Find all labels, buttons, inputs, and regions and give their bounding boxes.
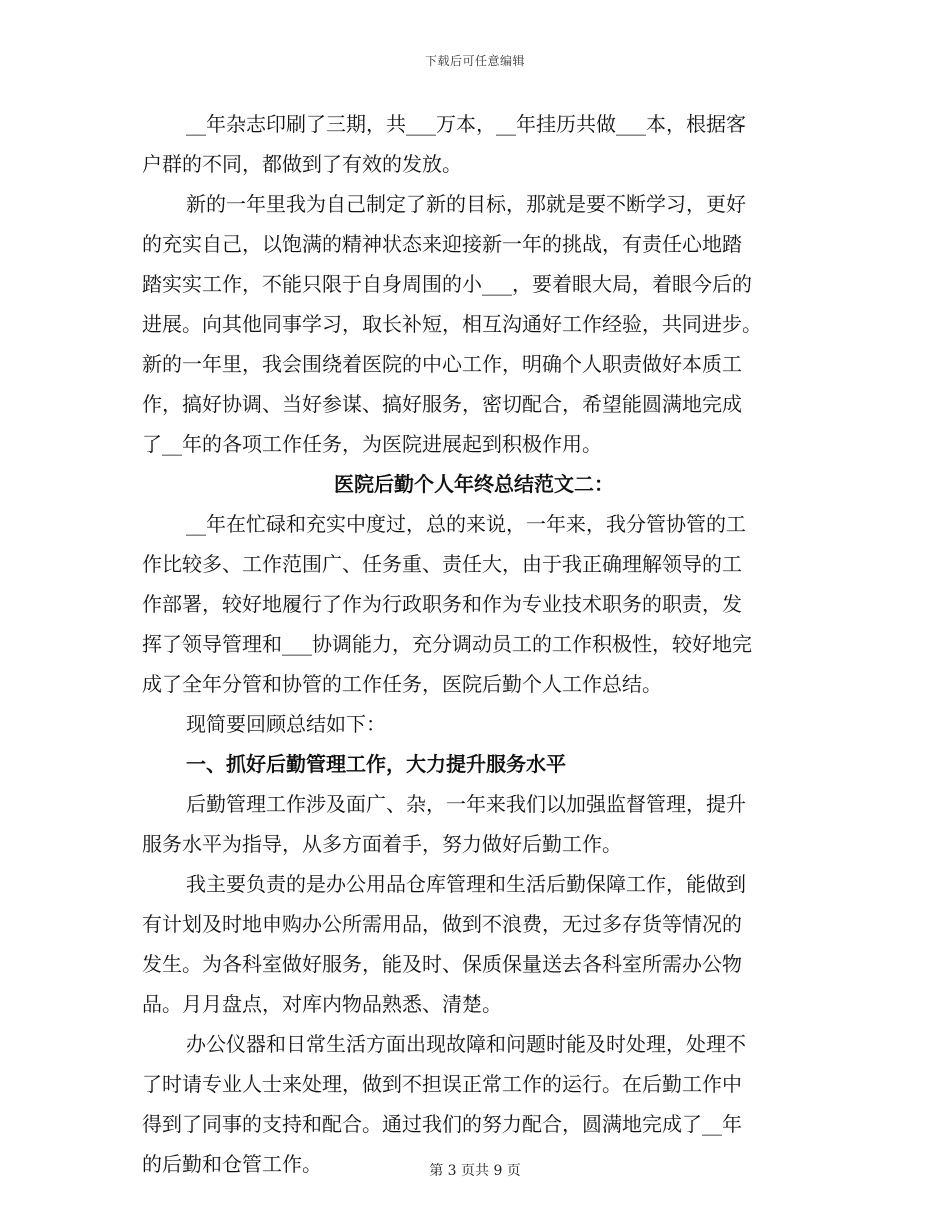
body-line: 新的一年里，我会围绕着医院的中心工作，明确个人职责做好本质工 bbox=[142, 352, 742, 376]
page-footer: 第 3 页共 9 页 bbox=[429, 1163, 521, 1179]
body-line: 作部署，较好地履行了作为行政职务和作为专业技术职务的职责，发 bbox=[142, 592, 742, 616]
body-line: 服务水平为指导，从多方面着手，努力做好后勤工作。 bbox=[142, 832, 622, 856]
body-line: 新的一年里我为自己制定了新的目标，那就是要不断学习，更好 bbox=[186, 192, 746, 216]
subsection-heading: 一、抓好后勤管理工作，大力提升服务水平 bbox=[186, 752, 566, 776]
document-body bbox=[142, 104, 806, 1184]
body-line: 品。月月盘点，对库内物品熟悉、清楚。 bbox=[142, 992, 502, 1016]
body-line: 踏实实工作，不能只限于自身周围的小___，要着眼大局，着眼今后的 bbox=[142, 272, 752, 296]
body-line: 户群的不同，都做到了有效的发放。 bbox=[142, 152, 462, 176]
body-line: 办公仪器和日常生活方面出现故障和问题时能及时处理，处理不 bbox=[186, 1032, 746, 1056]
body-line: 我主要负责的是办公用品仓库管理和生活后勤保障工作，能做到 bbox=[186, 872, 746, 896]
body-line: __年杂志印刷了三期，共___万本，__年挂历共做___本，根据客 bbox=[186, 112, 746, 136]
body-line: 了__年的各项工作任务，为医院进展起到积极作用。 bbox=[142, 432, 602, 456]
body-line: 作比较多、工作范围广、任务重、责任大，由于我正确理解领导的工 bbox=[142, 552, 742, 576]
page-header: 下载后可任意编辑 bbox=[424, 54, 525, 68]
body-line: 成了全年分管和协管的工作任务，医院后勤个人工作总结。 bbox=[142, 672, 662, 696]
body-line: 的充实自己，以饱满的精神状态来迎接新一年的挑战，有责任心地踏 bbox=[142, 232, 742, 256]
body-line: 得到了同事的支持和配合。通过我们的努力配合，圆满地完成了__年 bbox=[142, 1112, 742, 1136]
section-title: 医院后勤个人年终总结范文二： bbox=[334, 472, 614, 496]
body-line: 挥了领导管理和___协调能力，充分调动员工的工作积极性，较好地完 bbox=[142, 632, 752, 656]
body-line: 后勤管理工作涉及面广、杂，一年来我们以加强监督管理，提升 bbox=[186, 792, 746, 816]
body-line: __年在忙碌和充实中度过，总的来说，一年来，我分管协管的工 bbox=[186, 512, 746, 536]
body-line: 作，搞好协调、当好参谋、搞好服务，密切配合，希望能圆满地完成 bbox=[142, 392, 742, 416]
body-line: 发生。为各科室做好服务，能及时、保质保量送去各科室所需办公物 bbox=[142, 952, 742, 976]
body-line: 有计划及时地申购办公所需用品，做到不浪费，无过多存货等情况的 bbox=[142, 912, 742, 936]
body-line: 了时请专业人士来处理，做到不担误正常工作的运行。在后勤工作中 bbox=[142, 1072, 742, 1096]
body-line: 现简要回顾总结如下： bbox=[186, 712, 386, 736]
body-line: 进展。向其他同事学习，取长补短，相互沟通好工作经验，共同进步。 bbox=[142, 312, 762, 336]
body-line: 的后勤和仓管工作。 bbox=[142, 1152, 322, 1176]
